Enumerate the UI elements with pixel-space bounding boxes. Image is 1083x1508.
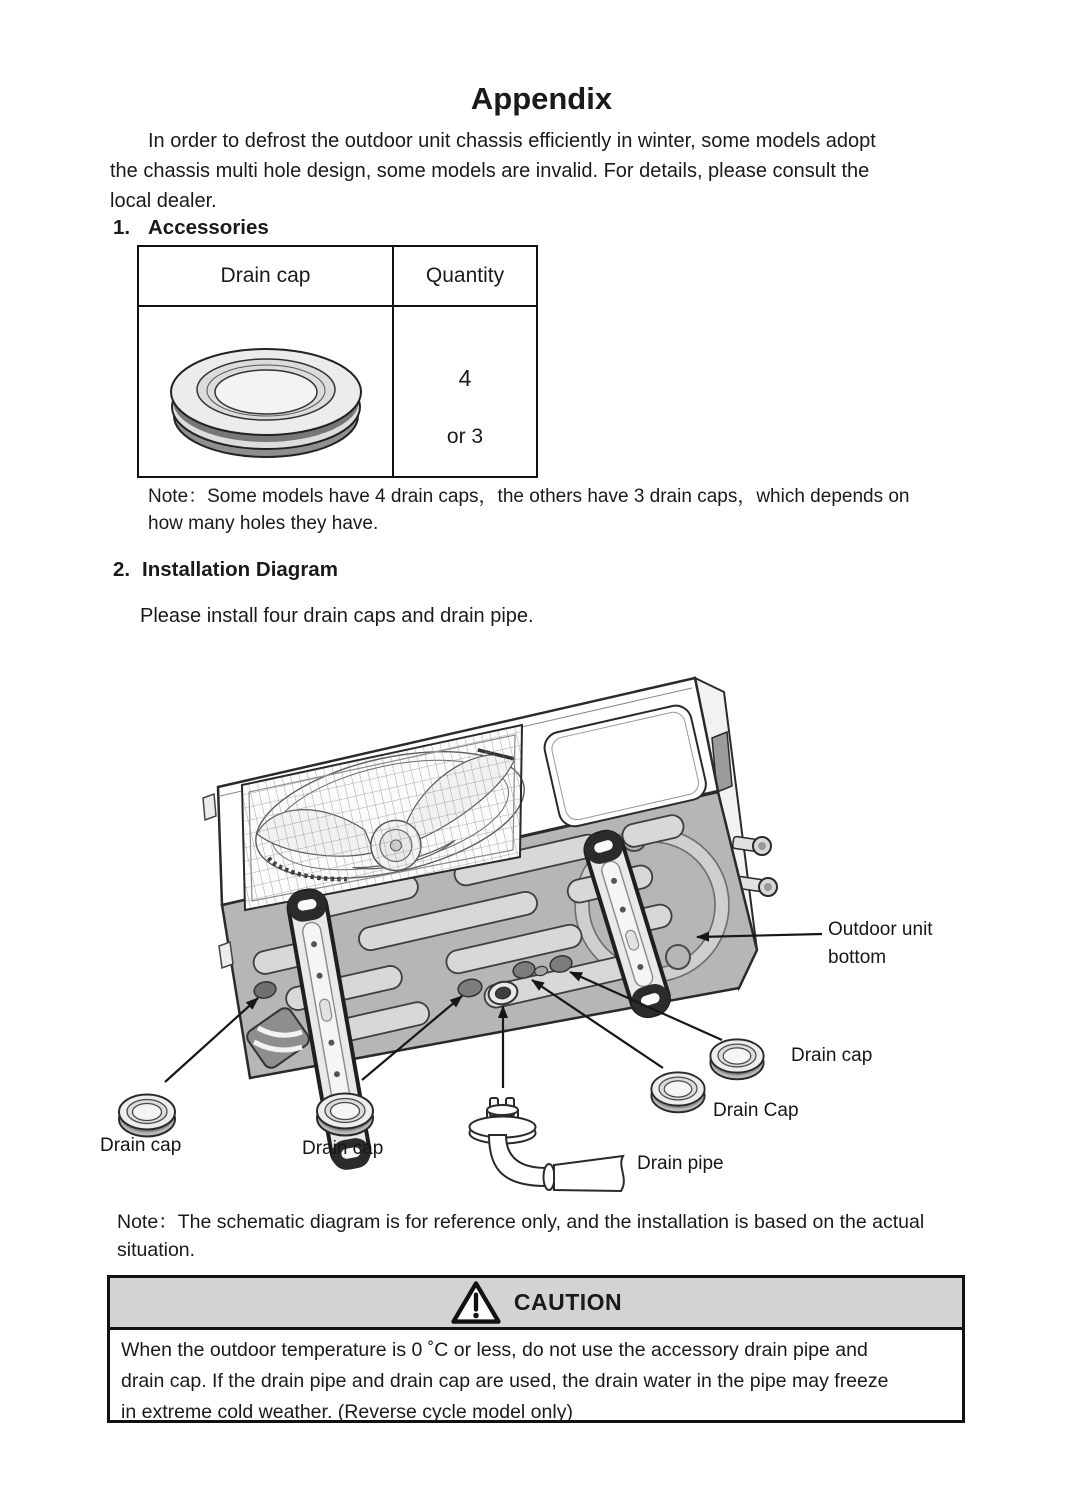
drain-cap-art-middle: [317, 1094, 373, 1136]
quantity-value: 4: [458, 365, 472, 391]
accessories-table: [137, 245, 538, 478]
intro-line-2: the chassis multi hole design, some models are invalid. For details, please consult the: [110, 160, 870, 182]
accessories-note-line-2: how many holes they have.: [148, 513, 379, 534]
caution-line-3: in extreme cold weather. (Reverse cycle model only): [121, 1401, 573, 1423]
section-2-number: 2.: [113, 558, 131, 581]
label-outdoor-unit-bottom: Outdoor unit bottom: [828, 919, 933, 968]
caution-box: [107, 1275, 965, 1423]
table-header-drain-cap: Drain cap: [139, 247, 394, 305]
label-drain-cap-right-upper: Drain cap: [791, 1045, 873, 1066]
caution-line-2: drain cap. If the drain pipe and drain cap are used, the drain water in the pipe may freeze: [121, 1370, 889, 1392]
warning-triangle-icon: [450, 1280, 502, 1325]
intro-line-3: local dealer.: [110, 190, 217, 212]
accessories-note: [148, 483, 978, 537]
caution-header-text: CAUTION: [513, 1289, 623, 1315]
installation-note-line-1: Note：The schematic diagram is for reference only, and the installation is based on the actual: [117, 1211, 925, 1233]
label-drain-pipe: Drain pipe: [637, 1153, 724, 1174]
drain-cap-art-right-upper: [710, 1039, 763, 1079]
installation-note: [117, 1208, 987, 1264]
label-drain-cap-middle: Drain cap: [302, 1138, 384, 1159]
intro-line-1: In order to defrost the outdoor unit chassis efficiently in winter, some models adopt: [148, 130, 876, 152]
section-2-heading: [113, 558, 338, 582]
table-header-quantity: Quantity: [425, 264, 505, 287]
drain-cap-art-left: [119, 1095, 175, 1137]
accessories-note-line-1: Note：Some models have 4 drain caps，the others have 3 drain caps，which depends on: [148, 486, 910, 507]
installation-note-line-2: situation.: [117, 1239, 196, 1261]
accessories-table-header-row: [139, 247, 536, 307]
drain-cap-illustration-cell: [139, 307, 394, 478]
intro-paragraph: [110, 126, 996, 216]
section-1-number: 1.: [113, 216, 131, 239]
label-drain-cap-right-lower: Drain Cap: [713, 1100, 799, 1121]
drain-pipe-art: [470, 1098, 624, 1191]
section-1-title: Accessories: [148, 216, 269, 239]
caution-line-1: When the outdoor temperature is 0 ˚C or less, do not use the accessory drain pipe and: [121, 1339, 868, 1361]
section-1-heading: [113, 216, 269, 240]
label-drain-cap-left: Drain cap: [100, 1135, 182, 1156]
accessories-table-body-row: [139, 307, 536, 478]
installation-diagram: [0, 650, 1083, 1207]
caution-header: [110, 1278, 962, 1330]
section-2-title: Installation Diagram: [142, 558, 338, 581]
installation-instruction: Please install four drain caps and drain pipe.: [140, 605, 534, 627]
page-title: Appendix: [470, 81, 613, 116]
drain-cap-large-icon: [151, 315, 381, 470]
quantity-alt-value: or 3: [446, 425, 484, 448]
caution-text: [110, 1330, 962, 1428]
drain-cap-art-right-lower: [651, 1072, 704, 1112]
quantity-cell: [394, 307, 536, 478]
